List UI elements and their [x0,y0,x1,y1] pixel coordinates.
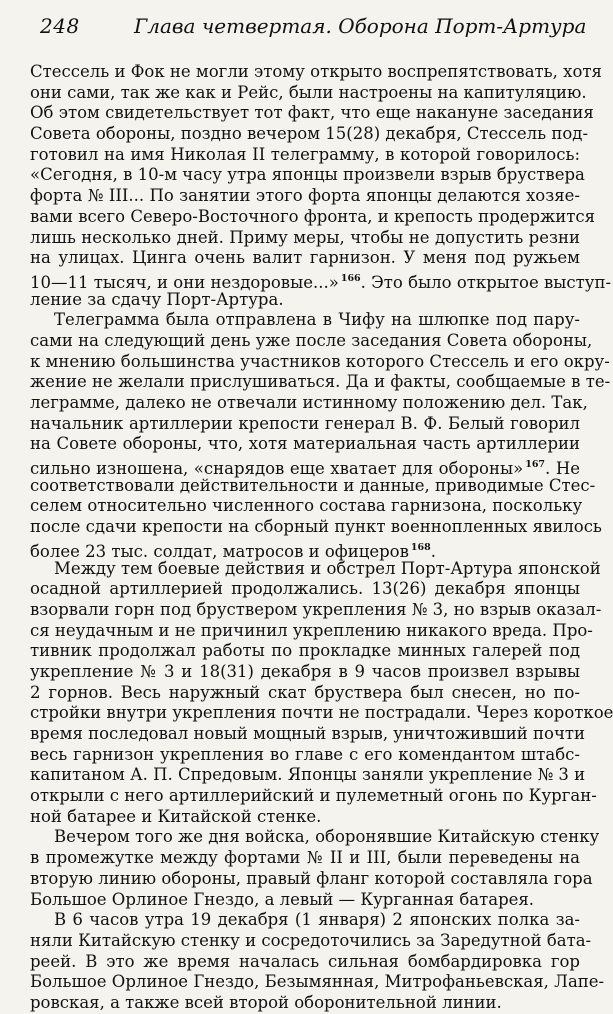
text-line: жение не желали прислушиваться. Да и факты, сообщаемые в те- [30,372,611,392]
text-line: готовил на имя Николая II телеграмму, в которой говорилось: [30,144,580,164]
text-line: начальник артиллерии крепости генерал В. Ф. Белый говорил [30,413,580,433]
text-line: селем относительно численного состава гарнизона, поскольку [30,496,583,516]
page-number: 248 [40,14,80,38]
text-line: ление за сдачу Порт-Артура. [30,289,284,309]
text-line: осадной артиллерией продолжались. 13(26) декабря японцы [30,579,580,599]
text-line: Об этом свидетельствует тот факт, что еще накануне заседания [30,103,594,123]
text-line: вторую линию обороны, правый фланг которой составляла гора [30,868,593,888]
footnote-ref-168[interactable]: 168 [410,541,431,553]
text-span: . Это было открытое выступ- [360,272,612,292]
text-line: открыли с него артиллерийский и пулеметный огонь по Курган- [30,786,597,806]
text-line: В 6 часов утра 19 декабря (1 января) 2 японских полка за- [54,910,580,930]
text-line: Совета обороны, поздно вечером 15(28) декабря, Стессель под- [30,124,589,144]
text-line: весь гарнизон укрепления во главе с его комендантом штабс- [30,744,580,764]
text-line: форта № III... По занятии этого форта японцы делаются хозяе- [30,186,580,206]
text-line: леграмме, далеко не отвечали истинному положению дел. Так, [30,393,588,412]
text-line: время последовал новый мощный взрыв, уничтоживший почти [30,724,585,743]
text-line: реей. В это же время началась сильная бомбардировка гор [30,951,580,971]
text-line: взорвали горн под бруствером укрепления № 3, но взрыв оказал- [30,599,602,619]
text-line: Большое Орлиное Гнездо, Безымянная, Митрофаньевская, Лапе- [30,972,605,992]
text-line: вами всего Северо-Восточного фронта, и крепость продержится [30,206,596,226]
text-line: укрепление № 3 и 18(31) декабря в 9 часов произвел взрывы [30,661,580,681]
text-span: . Не [545,459,580,479]
text-line: они сами, так же как и Рейс, были настроены на капитуляцию. [30,82,587,102]
text-line: на улицах. Цинга очень валит гарнизон. У меня под ружьем [30,248,580,268]
text-line: тивник продолжал работы по прокладке минных галерей под [30,641,580,661]
text-line: ной батарее и Китайской стенке. [30,806,322,826]
text-line: Стессель и Фок не могли этому открыто воспрепятствовать, хотя [30,62,602,81]
text-line: Вечером того же дня войска, оборонявшие Китайскую стенку [54,827,600,847]
text-line: 2 горнов. Весь наружный скат бруствера был снесен, но по- [30,682,580,702]
text-line: соответствовали действительности и данные, приводимые Стес- [30,475,596,495]
text-line: после сдачи крепости на сборный пункт военнопленных явилось [30,517,602,537]
text-line: ся неудачным и не причинил укреплению никакого вреда. Про- [30,620,593,640]
footnote-ref-166[interactable]: 166 [340,272,361,284]
text-span: сильно изношена, «снарядов еще хватает для обороны» [30,459,524,479]
text-line [30,455,580,479]
body-text [30,62,613,1014]
text-span: 10—11 тысяч, и они нездоровые...» [30,272,339,292]
text-line [30,269,612,292]
text-line: капитаном А. П. Спредовым. Японцы заняли укрепление № 3 и [30,765,586,785]
text-span: более 23 тыс. солдат, матросов и офицеров [30,541,409,561]
text-line: ровская, а также всей второй оборонительной линии. [30,992,502,1012]
text-line: на Совете обороны, что, хотя материальная часть артиллерии [30,434,580,454]
footnote-ref-167[interactable]: 167 [525,459,546,471]
text-span: . [430,541,436,561]
running-title: Глава четвертая. Оборона Порт-Артура [134,14,587,38]
text-line: няли Китайскую стенку и сосредоточились за Заредутной бата- [30,930,592,950]
text-line: Между тем боевые действия и обстрел Порт-Артура японской [54,558,601,578]
text-line: «Сегодня, в 10-м часу утра японцы произвели взрыв бруствера [30,165,585,185]
page-header [0,14,600,46]
text-line: в промежутке между фортами № II и III, были переведены на [30,848,580,868]
text-line: стройки внутри укрепления почти не пострадали. Через короткое [30,703,613,723]
text-line: сами на следующий день уже после заседания Совета обороны, [30,330,593,350]
text-line: лишь несколько дней. Приму меры, чтобы не допустить резни [30,227,580,247]
text-line: Телеграмма была отправлена в Чифу на шлюпке под пару- [54,310,580,330]
text-line [30,538,580,559]
text-line: Большое Орлиное Гнездо, а левый — Курганная батарея. [30,889,535,909]
text-line: к мнению большинства участников которого Стессель и его окру- [30,351,610,371]
